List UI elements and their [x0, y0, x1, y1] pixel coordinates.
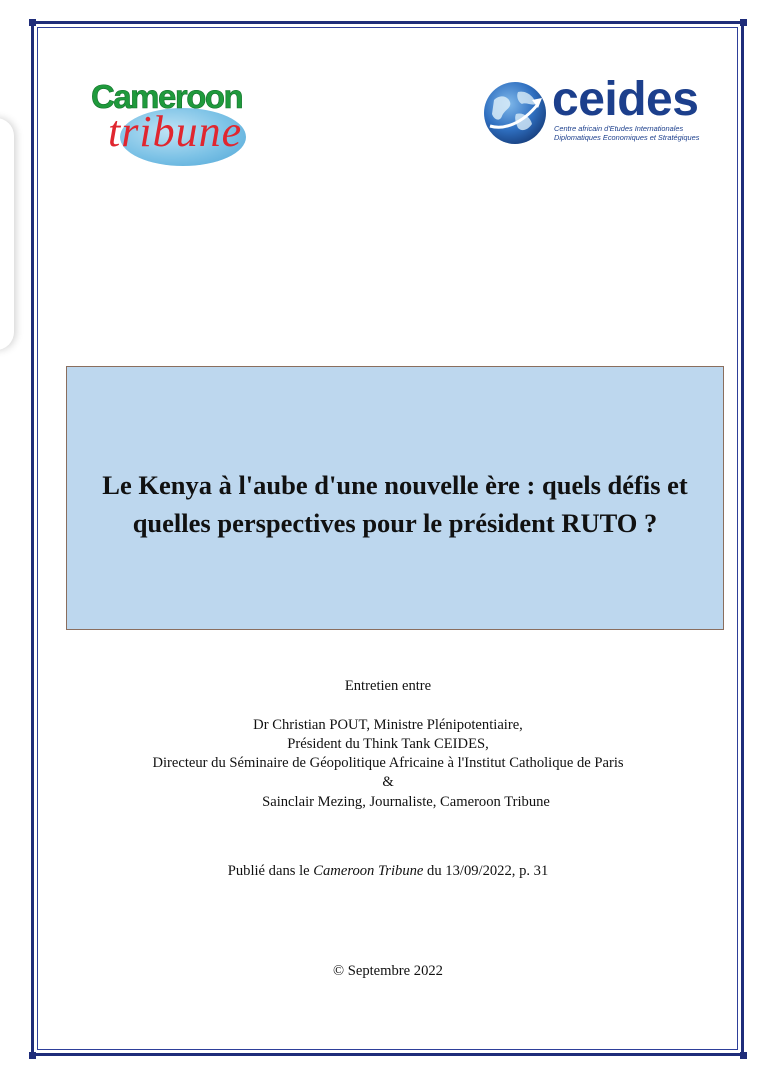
- logo-text-tribune: tribune: [108, 107, 243, 156]
- title-box: [66, 366, 724, 630]
- border-corner-bottom-right: [740, 1052, 747, 1059]
- logo-text-ceides: ceides: [552, 73, 699, 126]
- border-corner-top-right: [740, 19, 747, 26]
- interview-intro: Entretien entre: [344, 678, 432, 694]
- publication-prefix: Publié dans le: [227, 863, 314, 879]
- publication-journal: Cameroon Tribune: [313, 863, 424, 879]
- publication-line: [40, 862, 736, 881]
- ceides-subtitle-line2: Diplomatiques Economiques et Stratégiques: [554, 133, 700, 142]
- cameroon-tribune-logo: [86, 78, 266, 170]
- author-line-2: Président du Think Tank CEIDES,: [287, 736, 489, 752]
- logo-text-cameroon: Cameroon: [91, 78, 243, 115]
- publication-suffix: du 13/09/2022, p. 31: [423, 863, 549, 879]
- border-corner-top-left: [29, 19, 36, 26]
- document-title: Le Kenya à l'aube d'une nouvelle ère : quels défis et quelles perspectives pour le président RUTO ?: [102, 470, 688, 538]
- ampersand: &: [382, 774, 394, 790]
- ceides-subtitle: [554, 124, 724, 142]
- border-corner-bottom-left: [29, 1052, 36, 1059]
- author-line-3: Directeur du Séminaire de Géopolitique Africaine à l'Institut Catholique de Paris: [152, 755, 624, 771]
- author-line-1: Dr Christian POUT, Ministre Plénipotentiaire,: [253, 717, 523, 733]
- ceides-subtitle-line1: Centre africain d'Etudes Internationales: [554, 124, 684, 133]
- copyright: © Septembre 2022: [333, 963, 443, 979]
- ceides-globe-icon: [482, 80, 548, 146]
- side-panel-tab: [0, 118, 14, 350]
- ceides-logo: [482, 73, 722, 156]
- journalist-line: Sainclair Mezing, Journaliste, Cameroon Tribune: [262, 794, 550, 810]
